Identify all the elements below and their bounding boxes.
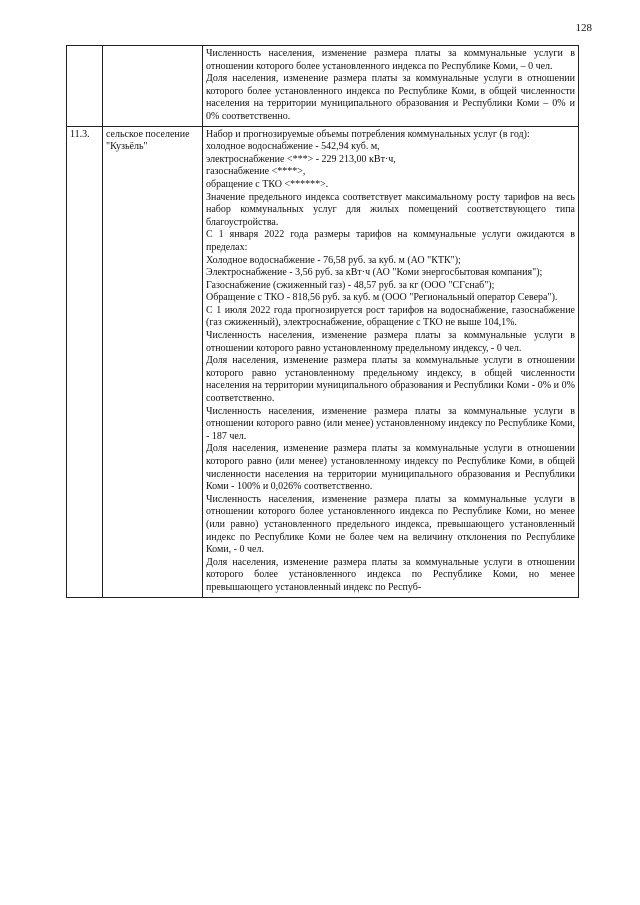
document-table	[66, 45, 579, 598]
paragraph: Обращение с ТКО - 818,56 руб. за куб. м (ООО "Региональный оператор Севера").	[206, 292, 558, 304]
paragraph: Холодное водоснабжение - 76,58 руб. за куб. м (АО "КТК");	[206, 254, 461, 266]
paragraph: Значение предельного индекса соответствует максимальному росту тарифов на весь набор коммунальных услуг для жилых помещений соответствующего типа благоустройства.	[206, 191, 575, 228]
paragraph: холодное водоснабжение - 542,94 куб. м,	[206, 141, 380, 153]
description-cell	[203, 46, 579, 127]
paragraph: Доля населения, изменение размера платы за коммунальные услуги в отношении которого равно (или менее) установленному индексу по Республике Коми, в общей численности населения на территории муниципального образования и Республики Коми - 100% и 0,026% соответственно.	[206, 443, 575, 493]
table-row	[67, 46, 579, 127]
paragraph: Электроснабжение - 3,56 руб. за кВт·ч (АО "Коми энергосбытовая компания");	[206, 267, 543, 279]
row-number-cell: 11.3.	[67, 126, 103, 597]
paragraph: обращение с ТКО <******>.	[206, 178, 329, 190]
paragraph: Численность населения, изменение размера платы за коммунальные услуги в отношении которого равно установленному предельному индексу, - 0 чел.	[206, 330, 575, 354]
description-cell	[203, 126, 579, 597]
paragraph: Доля населения, изменение размера платы за коммунальные услуги в отношении которого более установленного индекса по Республике Коми, в общей численности населения на территории муниципального образования и Республики Коми – 0% и 0% соответственно.	[206, 73, 575, 122]
territory-cell	[103, 46, 203, 127]
territory-cell: сельское поселение "Кузьёль"	[103, 126, 203, 597]
paragraph: Численность населения, изменение размера платы за коммунальные услуги в отношении которого более установленного индекса по Республике Коми, но менее (или равно) установленного предельного индекса, превышающего установленный индекс по Республике Коми не более чем на величину отклонения по Республике Коми, - 0 чел.	[206, 493, 575, 556]
row-number-cell	[67, 46, 103, 127]
paragraph: С 1 января 2022 года размеры тарифов на коммунальные услуги ожидаются в пределах:	[206, 229, 575, 253]
paragraph: С 1 июля 2022 года прогнозируется рост тарифов на водоснабжение, газоснабжение (газ сжиженный), электроснабжение, обращение с ТКО не выше 104,1%.	[206, 304, 575, 329]
paragraph: Газоснабжение (сжиженный газ) - 48,57 руб. за кг (ООО "СГснаб");	[206, 279, 495, 291]
paragraph: Численность населения, изменение размера платы за коммунальные услуги в отношении которого равно (или менее) установленному индексу по Республике Коми, - 187 чел.	[206, 405, 575, 442]
paragraph: электроснабжение <***> - 229 213,00 кВт·ч,	[206, 153, 396, 165]
paragraph: газоснабжение <****>,	[206, 166, 306, 178]
paragraph: Набор и прогнозируемые объемы потребления коммунальных услуг (в год):	[206, 128, 530, 140]
paragraph: Доля населения, изменение размера платы за коммунальные услуги в отношении которого равно установленному предельному индексу, в общей численности населения на территории муниципального образования и Республики Коми - 0% и 0% соответственно.	[206, 355, 575, 405]
paragraph: Численность населения, изменение размера платы за коммунальные услуги в отношении которого более установленного индекса по Республике Коми, – 0 чел.	[206, 48, 575, 72]
page-number: 128	[575, 22, 592, 34]
paragraph: Доля населения, изменение размера платы за коммунальные услуги в отношении которого более установленного индекса по Республике Коми, но менее превышающего установленный индекс по Респуб-	[206, 556, 575, 593]
table-row	[67, 126, 579, 597]
